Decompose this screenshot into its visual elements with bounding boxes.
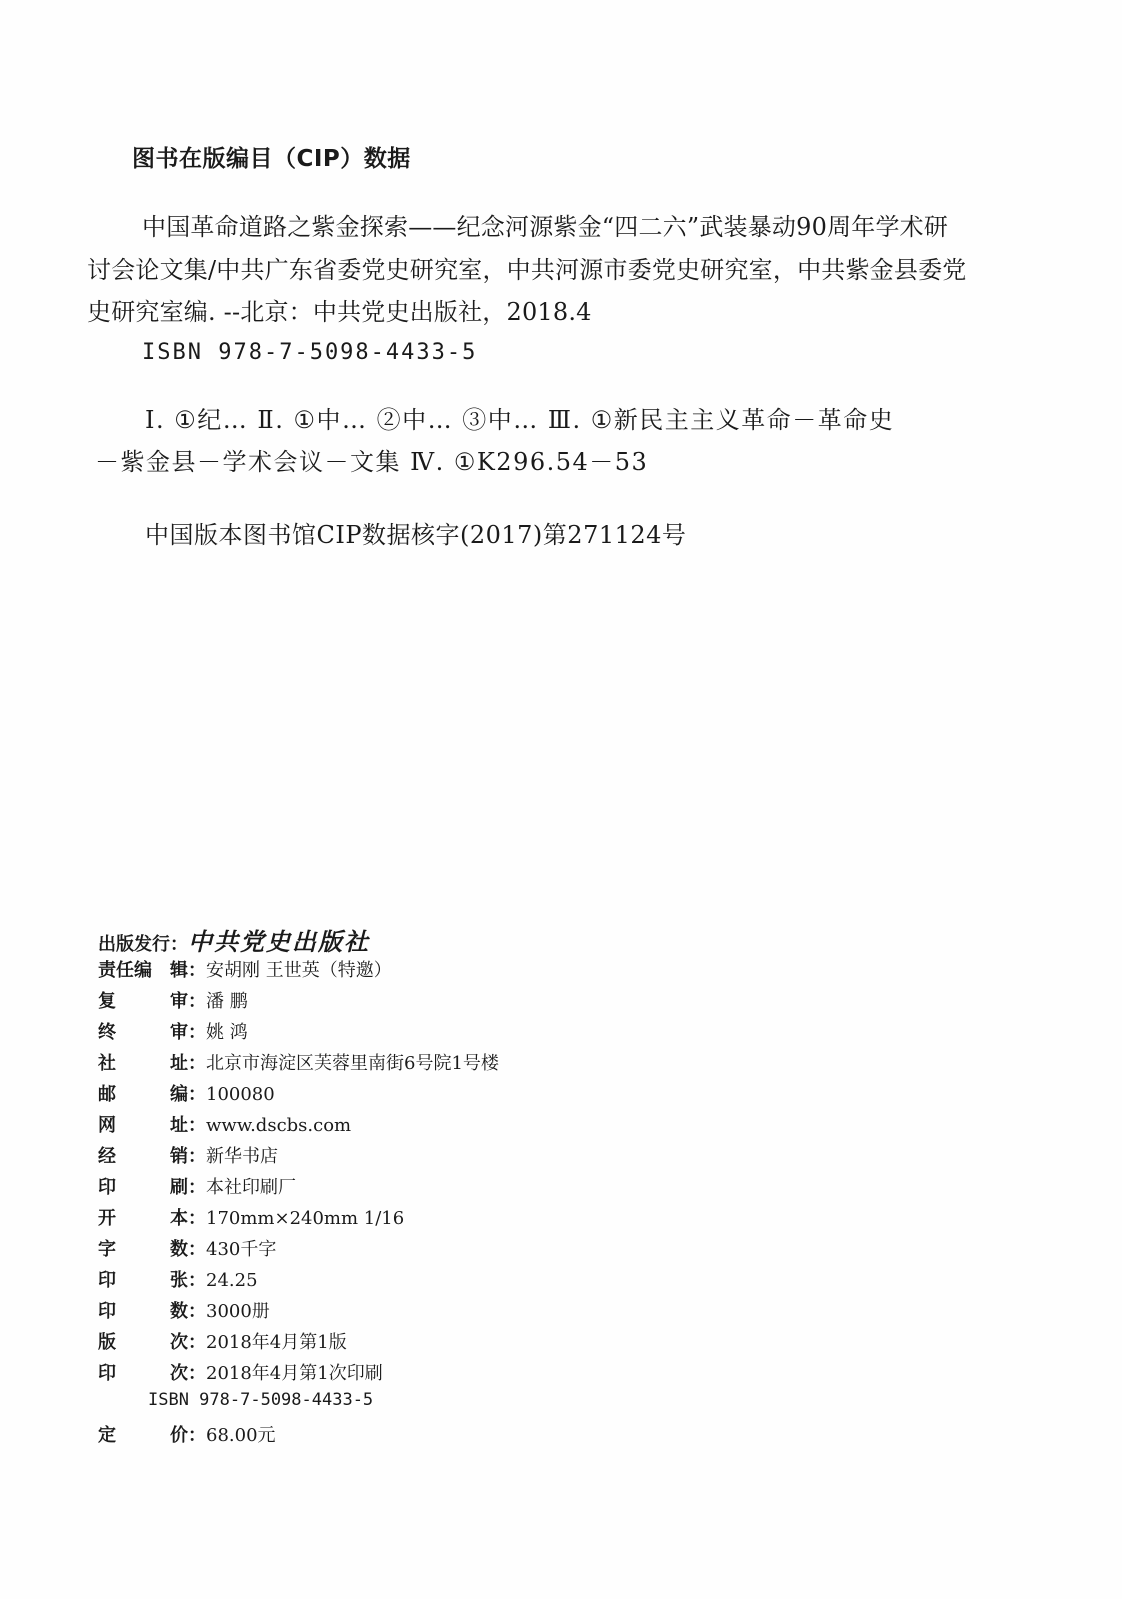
imprint-value-second-review: 潘 鹏 xyxy=(206,991,248,1012)
imprint-label: 邮 编 ： xyxy=(98,1080,206,1106)
imprint-label: 网 址 ： xyxy=(98,1111,206,1137)
imprint-value-address: 北京市海淀区芙蓉里南街6号院1号楼 xyxy=(206,1053,499,1074)
cip-description-line-2: 讨会论文集/中共广东省委党史研究室，中共河源市委党史研究室，中共紫金县委党 xyxy=(87,256,967,284)
imprint-row xyxy=(98,1204,798,1235)
cip-description-line-1: 中国革命道路之紫金探索——纪念河源紫金“四二六”武装暴动90周年学术研 xyxy=(142,213,949,241)
imprint-label: 版 次 ： xyxy=(98,1328,206,1354)
imprint-label-text: 出版发行 xyxy=(98,934,170,955)
imprint-label: 印 数 ： xyxy=(98,1297,206,1323)
imprint-row xyxy=(98,987,798,1018)
imprint-value-format: 170mm×240mm 1/16 xyxy=(206,1208,405,1229)
imprint-label: 经 销 ： xyxy=(98,1142,206,1168)
imprint-row xyxy=(98,1266,798,1297)
imprint-row-isbn xyxy=(98,1390,798,1421)
imprint-row xyxy=(98,1235,798,1266)
imprint-row xyxy=(98,956,798,987)
imprint-row xyxy=(98,1111,798,1142)
imprint-row xyxy=(98,1173,798,1204)
imprint-isbn: ISBN 978-7-5098-4433-5 xyxy=(148,1390,374,1410)
cip-isbn: ISBN 978-7-5098-4433-5 xyxy=(142,340,478,365)
imprint-row-publisher xyxy=(98,922,798,956)
imprint-value-sheets: 24.25 xyxy=(206,1270,258,1291)
imprint-row xyxy=(98,1080,798,1111)
imprint-label: 定 价 ： xyxy=(98,1421,206,1447)
cip-classification-line-2: －紫金县－学术会议－文集 Ⅳ. ①K296.54－53 xyxy=(95,448,649,476)
imprint-value-word-count: 430千字 xyxy=(206,1239,277,1260)
imprint-row xyxy=(98,1328,798,1359)
imprint-block xyxy=(98,922,798,1452)
imprint-label: 责任编 辑 ： xyxy=(98,956,206,982)
imprint-row xyxy=(98,1359,798,1390)
imprint-value-printer: 本社印刷厂 xyxy=(206,1177,296,1198)
imprint-value-edition: 2018年4月第1版 xyxy=(206,1332,347,1353)
imprint-value-final-review: 姚 鸿 xyxy=(206,1022,248,1043)
imprint-row xyxy=(98,1018,798,1049)
imprint-row-price xyxy=(98,1421,798,1452)
imprint-label: 印 次 ： xyxy=(98,1359,206,1385)
imprint-value-website: www.dscbs.com xyxy=(206,1115,352,1136)
cip-check-number: 中国版本图书馆CIP数据核字(2017)第271124号 xyxy=(145,521,687,549)
cip-classification-line-1: Ⅰ. ①纪… Ⅱ. ①中… ②中… ③中… Ⅲ. ①新民主主义革命－革命史 xyxy=(145,406,895,434)
imprint-label: 终 审 ： xyxy=(98,1018,206,1044)
imprint-value-editors: 安胡刚 王世英（特邀） xyxy=(206,960,392,981)
imprint-row xyxy=(98,1049,798,1080)
imprint-label: 字 数 ： xyxy=(98,1235,206,1261)
imprint-value-print-run: 3000册 xyxy=(206,1301,270,1322)
publisher-name: 中共党史出版社 xyxy=(188,927,370,956)
cip-heading: 图书在版编目（CIP）数据 xyxy=(132,146,411,172)
imprint-label: 印 张 ： xyxy=(98,1266,206,1292)
cip-description-line-3: 史研究室编. --北京：中共党史出版社，2018.4 xyxy=(87,298,592,326)
imprint-label: 社 址 ： xyxy=(98,1049,206,1075)
imprint-value-price: 68.00元 xyxy=(206,1425,276,1446)
imprint-value-postcode: 100080 xyxy=(206,1084,275,1105)
imprint-value-distributor: 新华书店 xyxy=(206,1146,278,1167)
imprint-rows xyxy=(98,956,798,1390)
imprint-label: 出版发行 ： xyxy=(98,930,188,956)
imprint-label: 印 刷 ： xyxy=(98,1173,206,1199)
imprint-row xyxy=(98,1297,798,1328)
imprint-label: 开 本 ： xyxy=(98,1204,206,1230)
imprint-label: 复 审 ： xyxy=(98,987,206,1013)
imprint-row xyxy=(98,1142,798,1173)
imprint-value-printing: 2018年4月第1次印刷 xyxy=(206,1363,383,1384)
